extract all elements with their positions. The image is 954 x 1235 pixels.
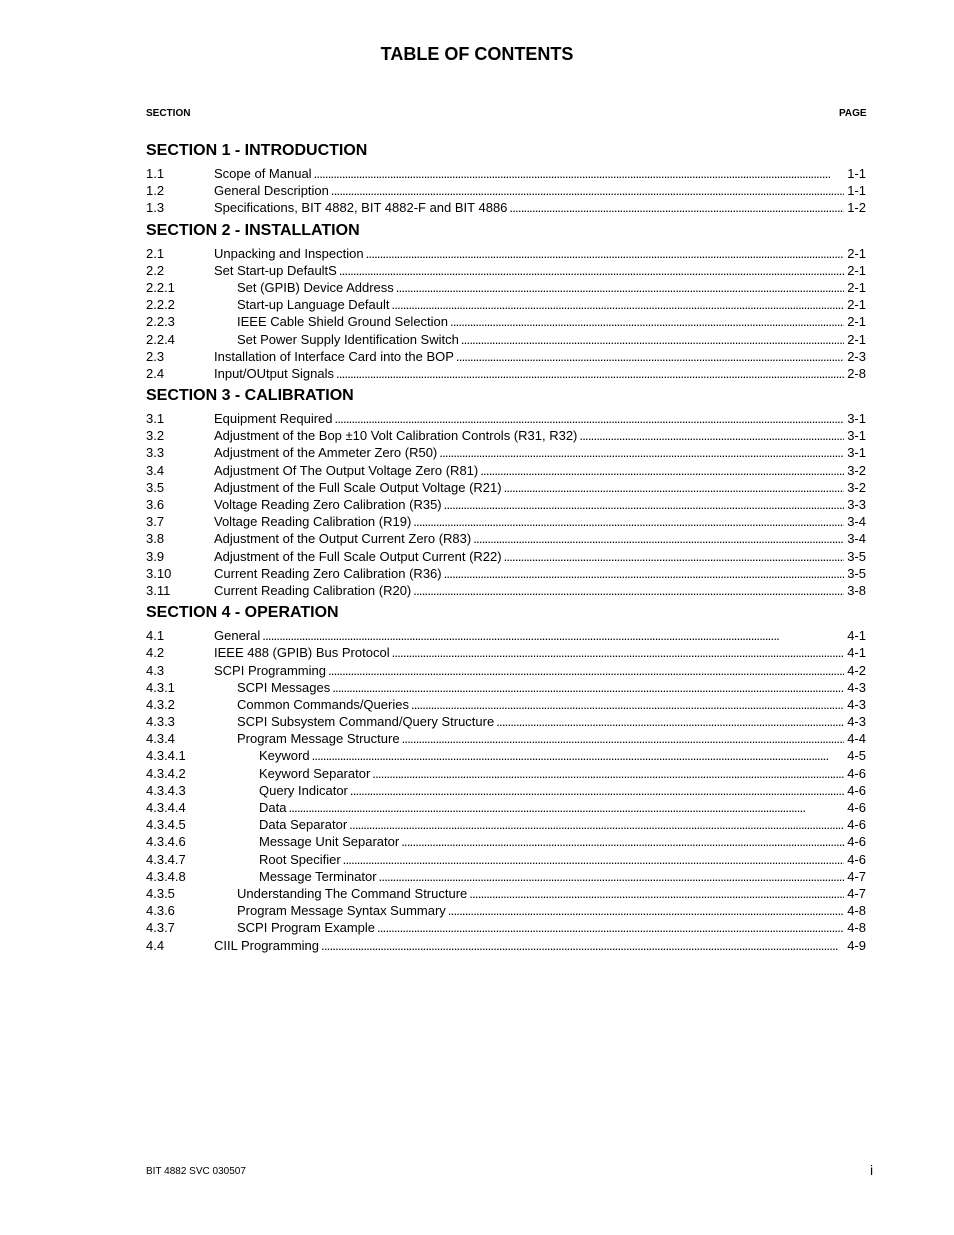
dot-leader <box>504 548 845 565</box>
table-of-contents <box>146 141 866 958</box>
entry-number: 4.3.6 <box>146 903 175 919</box>
entry-title: Current Reading Calibration (R20) <box>214 582 412 598</box>
toc-entry[interactable] <box>146 816 866 833</box>
entry-leader <box>214 868 847 885</box>
entry-number: 3.8 <box>146 531 165 547</box>
entry-number: 4.3.4.7 <box>146 851 186 867</box>
entry-title: Voltage Reading Zero Calibration (R35) <box>214 497 442 512</box>
toc-entry[interactable] <box>146 279 866 296</box>
entry-title: General <box>214 628 261 644</box>
entry-leader <box>214 833 847 850</box>
entry-leader <box>214 245 847 262</box>
entry-title: SCPI Subsystem Command/Query Structure <box>237 714 495 730</box>
dot-leader <box>473 530 844 547</box>
entry-page-number: 4-9 <box>847 937 866 953</box>
entry-page-number: 4-1 <box>847 645 866 661</box>
section-heading[interactable]: SECTION 2 - INSTALLATION <box>146 221 360 239</box>
entry-title: Keyword Separator <box>259 765 371 781</box>
toc-entry[interactable] <box>146 427 866 444</box>
entry-title: SCPI Programming <box>214 662 326 678</box>
entry-title: Installation of Interface Card into the BOP <box>214 348 454 364</box>
entry-number: 2.3 <box>146 348 165 364</box>
dot-leader <box>312 747 845 764</box>
entry-leader <box>214 410 847 427</box>
entry-leader <box>214 582 847 599</box>
entry-page-number: 3-5 <box>847 565 866 581</box>
entry-page-number: 3-3 <box>847 497 866 512</box>
page-title: TABLE OF CONTENTS <box>380 44 574 64</box>
entry-page-number: 4-1 <box>847 628 866 644</box>
entry-page-number: 4-6 <box>847 800 866 815</box>
entry-leader <box>214 530 847 547</box>
entry-page-number: 3-4 <box>847 514 866 530</box>
toc-entry[interactable] <box>146 582 866 599</box>
entry-page-number: 3-8 <box>847 582 866 598</box>
toc-entry[interactable] <box>146 548 866 565</box>
entry-title: Keyword <box>259 748 310 764</box>
entry-title: Message Terminator <box>259 868 377 884</box>
entry-title: Data <box>259 800 287 815</box>
entry-page-number: 3-2 <box>847 462 866 478</box>
entry-leader <box>214 782 847 799</box>
dot-leader <box>402 730 845 747</box>
entry-title: IEEE 488 (GPIB) Bus Protocol <box>214 645 390 661</box>
entry-number: 3.6 <box>146 497 165 512</box>
entry-title: Set Power Supply Identification Switch <box>237 331 459 347</box>
entry-page-number: 4-2 <box>847 662 866 678</box>
entry-number: 3.11 <box>146 582 171 598</box>
dot-leader <box>413 582 844 599</box>
dot-leader <box>401 833 844 850</box>
entry-page-number: 2-1 <box>847 297 866 313</box>
dot-leader <box>413 513 844 530</box>
entry-leader <box>214 313 847 330</box>
entry-leader <box>214 296 847 313</box>
entry-page-number: 2-3 <box>847 348 866 364</box>
entry-leader <box>214 513 847 530</box>
dot-leader <box>350 782 844 799</box>
footer-document-id: BIT 4882 SVC 030507 <box>146 1166 246 1177</box>
entry-number: 4.3.4.4 <box>146 800 186 815</box>
entry-leader <box>214 816 847 833</box>
dot-leader <box>349 816 844 833</box>
entry-title: Voltage Reading Calibration (R19) <box>214 514 412 530</box>
entry-number: 4.3.7 <box>146 920 175 936</box>
toc-entry[interactable] <box>146 565 866 582</box>
toc-entry[interactable] <box>146 199 866 216</box>
entry-leader <box>214 479 847 496</box>
entry-title: Equipment Required <box>214 411 333 427</box>
dot-leader <box>372 765 844 782</box>
dot-leader <box>469 885 844 902</box>
entry-number: 4.2 <box>146 645 165 661</box>
toc-entry[interactable] <box>146 444 866 461</box>
entry-title: Scope of Manual <box>214 166 312 181</box>
dot-leader <box>444 565 845 582</box>
dot-leader <box>450 313 844 330</box>
entry-title: Adjustment of the Output Current Zero (R83) <box>214 531 472 547</box>
entry-title: Adjustment Of The Output Voltage Zero (R81) <box>214 462 479 478</box>
entry-number: 4.3.4 <box>146 731 175 747</box>
entry-page-number: 4-8 <box>847 920 866 936</box>
entry-number: 4.3 <box>146 662 165 678</box>
entry-title: Adjustment of the Full Scale Output Voltage (R21) <box>214 479 502 495</box>
toc-entry[interactable] <box>146 799 866 816</box>
entry-leader <box>214 182 847 199</box>
entry-leader <box>214 348 847 365</box>
entry-number: 3.2 <box>146 428 165 444</box>
entry-leader <box>214 462 847 479</box>
dot-leader <box>343 851 845 868</box>
entry-page-number: 4-6 <box>847 817 866 833</box>
entry-leader <box>214 730 847 747</box>
dot-leader <box>332 679 844 696</box>
entry-leader <box>214 713 847 730</box>
dot-leader <box>509 199 844 216</box>
toc-entry[interactable] <box>146 902 866 919</box>
entry-page-number: 4-3 <box>847 696 866 712</box>
toc-entry[interactable] <box>146 496 866 513</box>
toc-entry[interactable] <box>146 919 866 936</box>
entry-number: 1.2 <box>146 183 165 199</box>
entry-number: 4.3.4.6 <box>146 834 186 850</box>
toc-entry[interactable] <box>146 627 866 644</box>
dot-leader <box>444 496 845 513</box>
entry-page-number: 4-7 <box>847 868 866 884</box>
entry-page-number: 4-6 <box>847 765 866 781</box>
toc-entry[interactable] <box>146 713 866 730</box>
entry-leader <box>214 902 847 919</box>
entry-title: Current Reading Zero Calibration (R36) <box>214 565 442 581</box>
entry-number: 2.1 <box>146 245 165 261</box>
entry-leader <box>214 937 847 954</box>
toc-entry[interactable] <box>146 365 866 382</box>
dot-leader <box>439 444 844 461</box>
entry-leader <box>214 548 847 565</box>
entry-title: Message Unit Separator <box>259 834 400 850</box>
dot-leader <box>339 262 844 279</box>
toc-entry[interactable] <box>146 662 866 679</box>
entry-page-number: 1-1 <box>847 183 866 199</box>
entry-leader <box>214 919 847 936</box>
entry-page-number: 2-8 <box>847 365 866 381</box>
toc-section <box>146 603 866 954</box>
entry-leader <box>214 365 847 382</box>
entry-leader <box>214 427 847 444</box>
entry-title: General Description <box>214 183 329 199</box>
toc-entry[interactable] <box>146 696 866 713</box>
section-heading[interactable]: SECTION 4 - OPERATION <box>146 604 339 622</box>
toc-entry[interactable] <box>146 513 866 530</box>
toc-entry[interactable] <box>146 479 866 496</box>
entry-title: CIIL Programming <box>214 937 319 953</box>
dot-leader <box>456 348 844 365</box>
entry-title: Root Specifier <box>259 851 341 867</box>
entry-title: Query Indicator <box>259 782 348 798</box>
toc-entry[interactable] <box>146 833 866 850</box>
entry-leader <box>214 331 847 348</box>
entry-number: 4.3.4.3 <box>146 782 186 798</box>
entry-number: 4.3.4.2 <box>146 765 186 781</box>
toc-entry[interactable] <box>146 644 866 661</box>
entry-page-number: 4-7 <box>847 885 866 901</box>
entry-leader <box>214 627 847 644</box>
toc-entry[interactable] <box>146 868 866 885</box>
entry-title: Program Message Syntax Summary <box>237 903 446 919</box>
section-column-header: SECTION <box>146 108 191 119</box>
entry-leader <box>214 262 847 279</box>
entry-number: 2.2.3 <box>146 314 175 330</box>
entry-leader <box>214 679 847 696</box>
toc-section <box>146 221 866 383</box>
entry-title: Understanding The Command Structure <box>237 885 468 901</box>
entry-number: 3.5 <box>146 479 165 495</box>
entry-leader <box>214 165 847 182</box>
toc-entry[interactable] <box>146 165 866 182</box>
entry-number: 3.10 <box>146 565 172 581</box>
entry-leader <box>214 696 847 713</box>
toc-entry[interactable] <box>146 348 866 365</box>
entry-page-number: 4-6 <box>847 834 866 850</box>
entry-title: Unpacking and Inspection <box>214 245 364 261</box>
toc-entry[interactable] <box>146 679 866 696</box>
dot-leader <box>366 245 845 262</box>
entry-title: Adjustment of the Bop ±10 Volt Calibration Controls (R31, R32) <box>214 428 578 444</box>
toc-entry[interactable] <box>146 313 866 330</box>
toc-entry[interactable] <box>146 937 866 954</box>
dot-leader <box>336 365 844 382</box>
entry-leader <box>214 662 847 679</box>
entry-page-number: 2-1 <box>847 262 866 278</box>
dot-leader <box>496 713 844 730</box>
entry-page-number: 1-2 <box>847 200 866 216</box>
entry-leader <box>214 799 847 816</box>
entry-number: 2.2.1 <box>146 279 175 295</box>
entry-page-number: 4-3 <box>847 679 866 695</box>
entry-page-number: 3-1 <box>847 411 866 427</box>
toc-entry[interactable] <box>146 885 866 902</box>
entry-title: SCPI Messages <box>237 679 331 695</box>
entry-page-number: 4-5 <box>847 748 866 764</box>
entry-number: 3.9 <box>146 548 165 564</box>
entry-title: SCPI Program Example <box>237 920 375 936</box>
entry-leader <box>214 199 847 216</box>
entry-page-number: 3-4 <box>847 531 866 547</box>
entry-number: 4.3.3 <box>146 714 175 730</box>
entry-title: Program Message Structure <box>237 731 400 747</box>
entry-number: 4.3.4.8 <box>146 868 186 884</box>
dot-leader <box>335 410 845 427</box>
entry-number: 3.1 <box>146 411 165 427</box>
entry-page-number: 3-1 <box>847 428 866 444</box>
toc-entry[interactable] <box>146 530 866 547</box>
entry-leader <box>214 496 847 513</box>
entry-number: 3.3 <box>146 445 165 461</box>
toc-entry[interactable] <box>146 782 866 799</box>
entry-page-number: 4-6 <box>847 782 866 798</box>
entry-leader <box>214 565 847 582</box>
entry-number: 2.4 <box>146 365 165 381</box>
entry-page-number: 2-1 <box>847 331 866 347</box>
toc-section <box>146 141 866 217</box>
entry-title: Adjustment of the Ammeter Zero (R50) <box>214 445 438 461</box>
section-heading[interactable]: SECTION 3 - CALIBRATION <box>146 387 354 405</box>
entry-leader <box>214 747 847 764</box>
entry-number: 3.4 <box>146 462 165 478</box>
entry-number: 1.1 <box>146 166 165 181</box>
entry-page-number: 4-3 <box>847 714 866 730</box>
dot-leader <box>314 165 845 182</box>
entry-page-number: 3-1 <box>847 445 866 461</box>
entry-page-number: 3-2 <box>847 479 866 495</box>
toc-entry[interactable] <box>146 182 866 199</box>
entry-leader <box>214 765 847 782</box>
entry-page-number: 4-8 <box>847 903 866 919</box>
toc-entry[interactable] <box>146 730 866 747</box>
toc-entry[interactable] <box>146 462 866 479</box>
entry-title: Start-up Language Default <box>237 297 390 313</box>
dot-leader <box>396 279 844 296</box>
entry-page-number: 2-1 <box>847 279 866 295</box>
entry-title: Set (GPIB) Device Address <box>237 279 394 295</box>
toc-entry[interactable] <box>146 747 866 764</box>
entry-title: Common Commands/Queries <box>237 696 409 712</box>
entry-number: 2.2.2 <box>146 297 175 313</box>
entry-number: 4.4 <box>146 937 165 953</box>
entry-leader <box>214 279 847 296</box>
dot-leader <box>504 479 845 496</box>
entry-page-number: 2-1 <box>847 314 866 330</box>
entry-page-number: 3-5 <box>847 548 866 564</box>
toc-entry[interactable] <box>146 245 866 262</box>
toc-entry[interactable] <box>146 410 866 427</box>
footer-page-number: i <box>870 1162 874 1178</box>
entry-number: 2.2 <box>146 262 165 278</box>
entry-title: Input/OUtput Signals <box>214 365 334 381</box>
entry-title: Set Start-up DefaultS <box>214 262 337 278</box>
dot-leader <box>377 919 844 936</box>
entry-title: Data Separator <box>259 817 348 833</box>
entry-leader <box>214 885 847 902</box>
toc-entry[interactable] <box>146 296 866 313</box>
dot-leader <box>480 462 844 479</box>
entry-page-number: 2-1 <box>847 245 866 261</box>
dot-leader <box>288 799 844 816</box>
dot-leader <box>392 644 845 661</box>
entry-number: 4.1 <box>146 628 165 644</box>
entry-number: 4.3.5 <box>146 885 175 901</box>
dot-leader <box>392 296 845 313</box>
dot-leader <box>461 331 844 348</box>
dot-leader <box>328 662 844 679</box>
entry-page-number: 4-4 <box>847 731 866 747</box>
toc-entry[interactable] <box>146 851 866 868</box>
toc-entry[interactable] <box>146 765 866 782</box>
entry-number: 4.3.2 <box>146 696 175 712</box>
toc-section <box>146 386 866 599</box>
entry-title: Specifications, BIT 4882, BIT 4882-F and BIT 4886 <box>214 200 508 216</box>
dot-leader <box>331 182 844 199</box>
toc-entry[interactable] <box>146 331 866 348</box>
entry-title: IEEE Cable Shield Ground Selection <box>237 314 449 330</box>
entry-number: 4.3.4.5 <box>146 817 186 833</box>
entry-number: 4.3.4.1 <box>146 748 186 764</box>
entry-number: 2.2.4 <box>146 331 175 347</box>
toc-entry[interactable] <box>146 262 866 279</box>
entry-leader <box>214 444 847 461</box>
dot-leader <box>411 696 844 713</box>
section-heading[interactable]: SECTION 1 - INTRODUCTION <box>146 142 368 159</box>
dot-leader <box>321 937 844 954</box>
page-column-header: PAGE <box>839 108 867 119</box>
dot-leader <box>262 627 844 644</box>
entry-number: 3.7 <box>146 514 165 530</box>
entry-number: 1.3 <box>146 200 165 216</box>
dot-leader <box>448 902 844 919</box>
entry-page-number: 4-6 <box>847 851 866 867</box>
entry-title: Adjustment of the Full Scale Output Current (R22) <box>214 548 502 564</box>
entry-leader <box>214 851 847 868</box>
dot-leader <box>379 868 845 885</box>
entry-page-number: 1-1 <box>847 166 866 181</box>
dot-leader <box>579 427 844 444</box>
entry-number: 4.3.1 <box>146 679 175 695</box>
entry-leader <box>214 644 847 661</box>
